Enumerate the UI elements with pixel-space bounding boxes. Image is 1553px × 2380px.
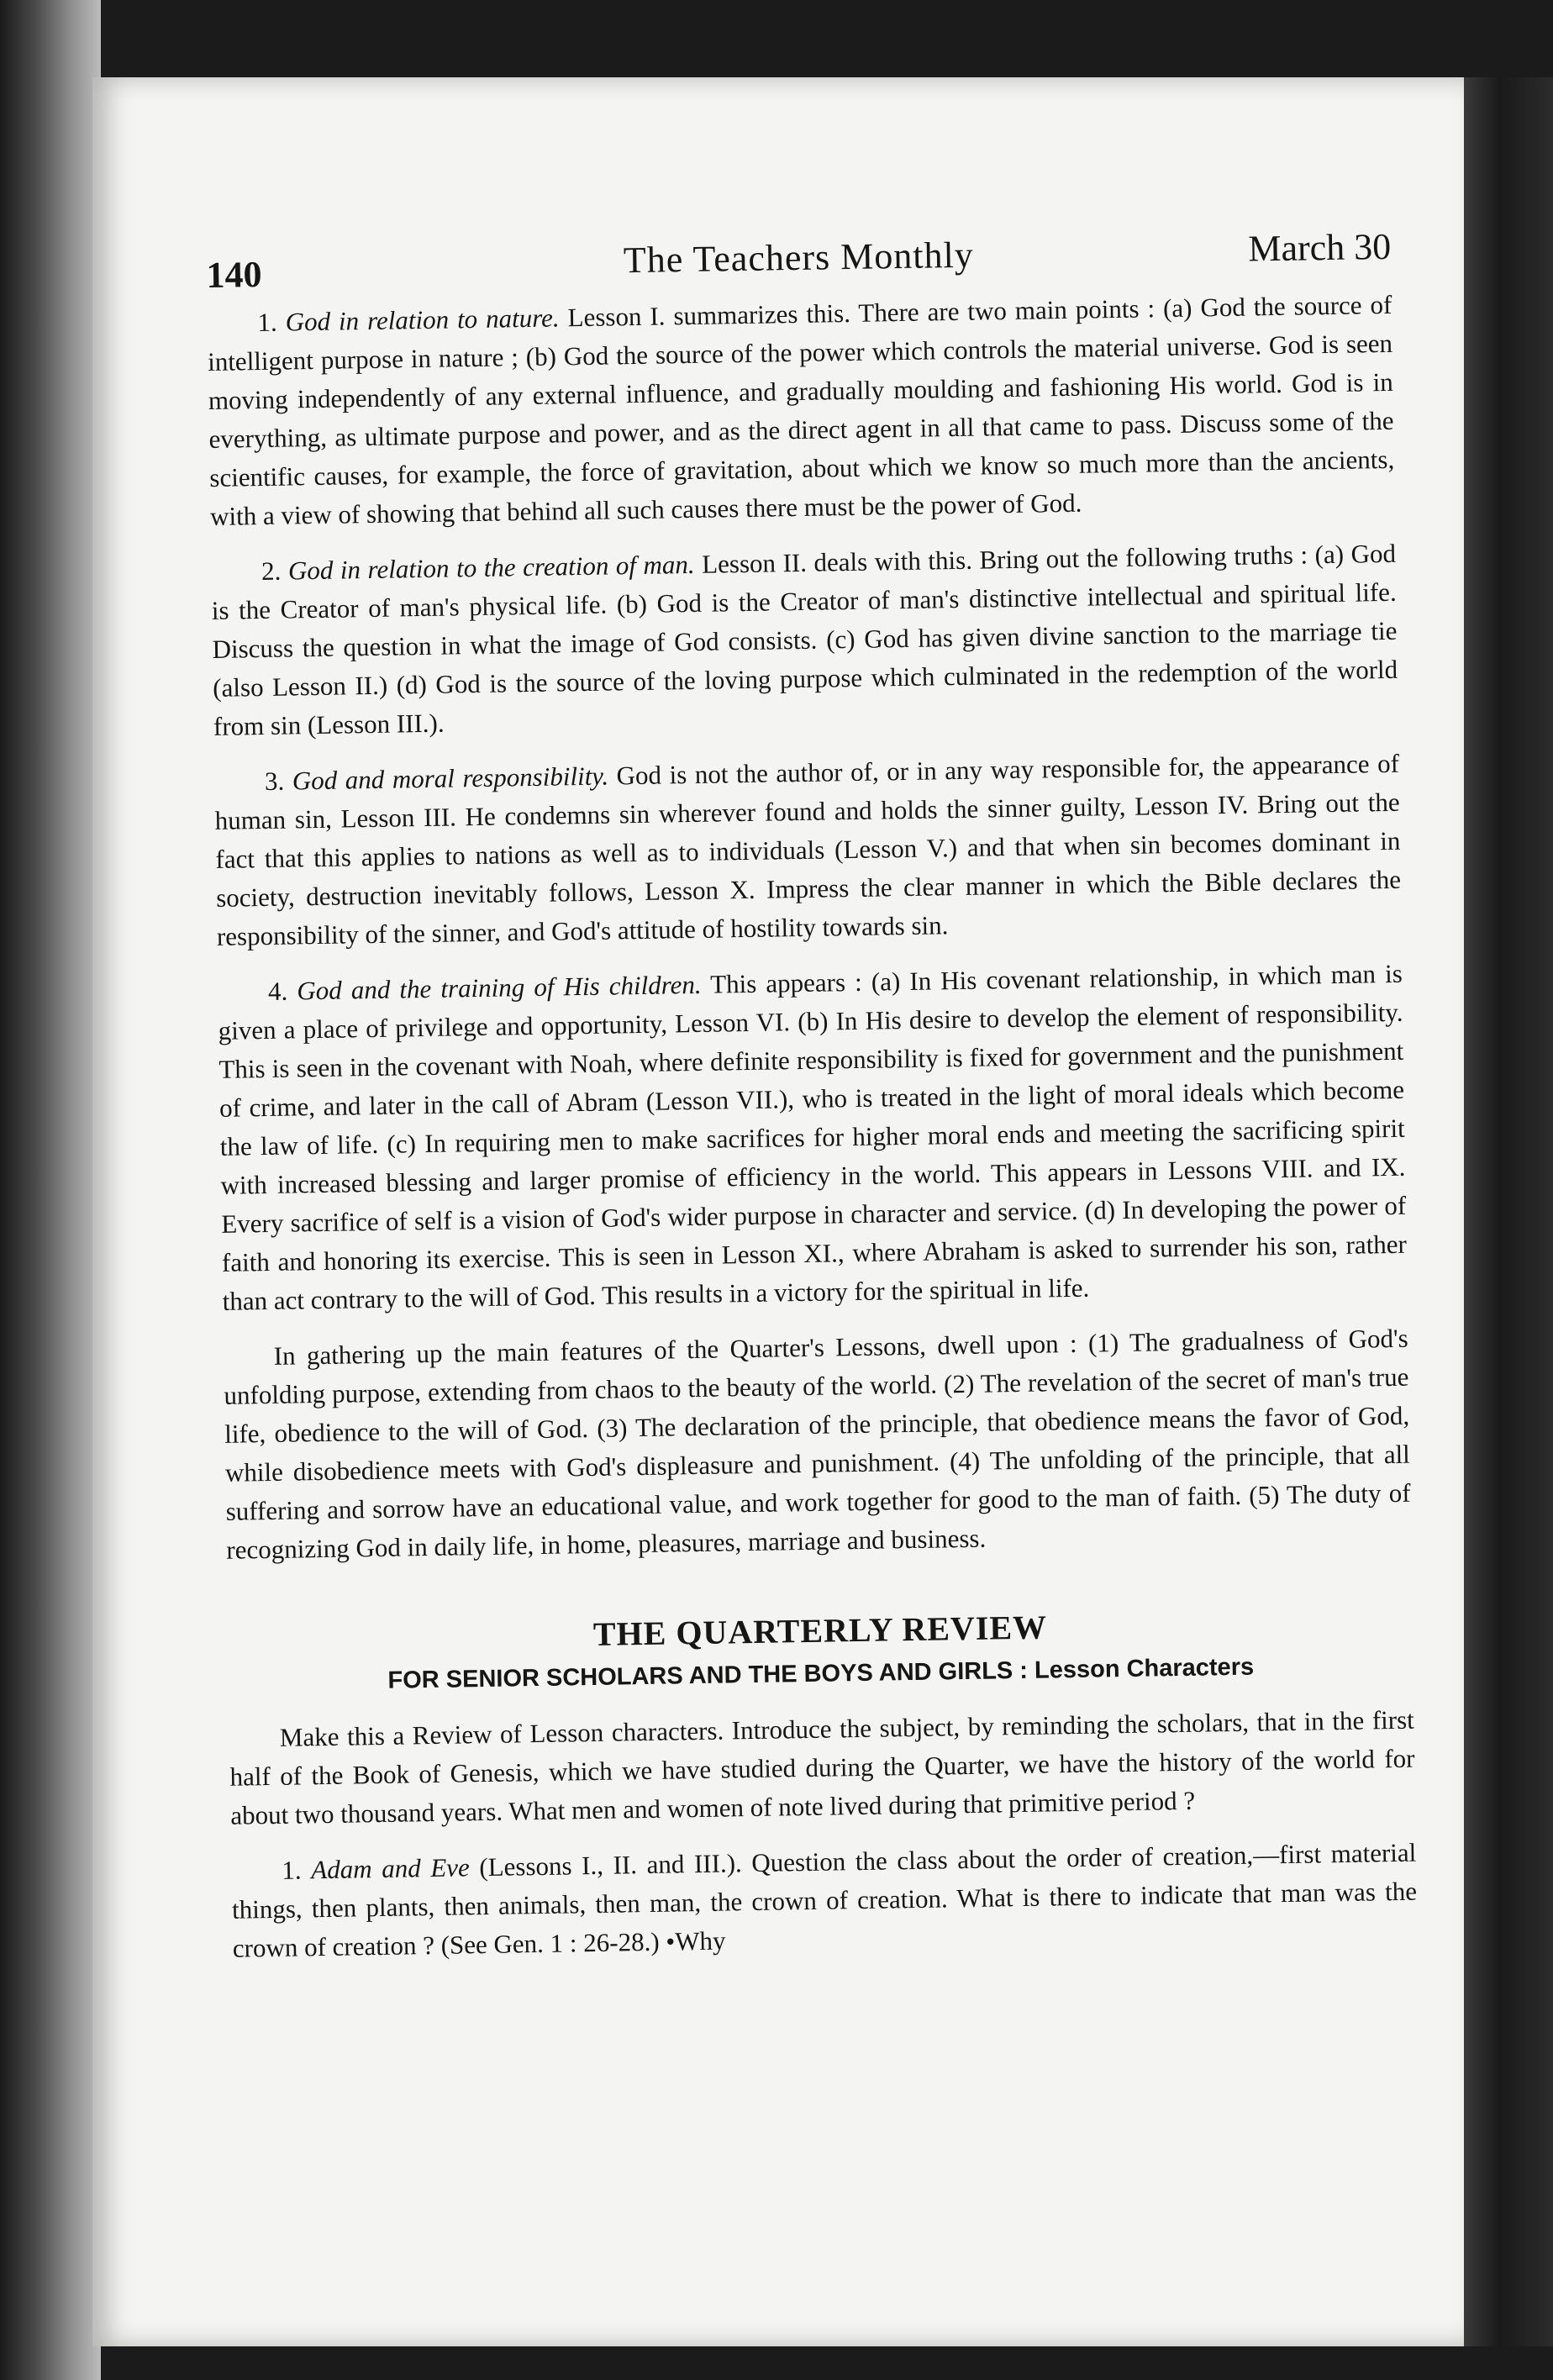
book-binding — [1464, 77, 1553, 2346]
section-title: THE QUARTERLY REVIEW — [592, 1608, 1048, 1653]
paragraph-1 — [207, 286, 1395, 536]
review-intro: Make this a Review of Lesson characters. Introduce the subject, by reminding the scholars, that in the first half of the Book of Genesis, which we have studied during the Quarter, we have the history of the world for about two thousand years. What men and women of note lived during that primitive period ? — [229, 1704, 1415, 1830]
paragraph-text: In gathering up the main features of the Quarter's Lessons, dwell upon : (1) The gradualness of God's unfolding purpose, extending from chaos to the beauty of the world. (2) The revelation of the secret of man's true life, obedience to the will of God. (3) The declaration of the principle, that obedience means the favor of God, while disobedience meets with God's displeasure and punishment. (4) The unfolding of the principle, that all suffering and sorrow have an educational value, and work together for good to the man of faith. (5) The duty of recognizing God in daily life, in home, pleasures, marriage and business. — [224, 1323, 1411, 1565]
page-number: 140 — [206, 253, 262, 296]
page-date: March 30 — [1247, 225, 1392, 270]
paragraph-2 — [211, 534, 1398, 746]
paragraph-text: Lesson II. deals with this. Bring out the following truths : (a) God is the Creator of man's physical life. (b) God is the Creator of man's distinctive intellectual and spiritual life. Discuss the question in what the image of God consists. (c) God has given divine sanction to the marriage tie (also Lesson II.) (d) God is the source of the loving purpose which culminated in the redemption of the world from sin (Lesson III.). — [211, 538, 1398, 741]
paragraph-number: 2. — [261, 556, 289, 587]
paragraph-heading: God in relation to the creation of man. — [287, 549, 695, 586]
journal-title: The Teachers Monthly — [623, 234, 975, 282]
paragraph-summary — [223, 1319, 1411, 1570]
item-number: 1. — [282, 1855, 312, 1885]
paragraph-number: 3. — [264, 766, 293, 796]
item-heading: Adam and Eve — [310, 1852, 471, 1885]
book-page — [92, 77, 1464, 2346]
paragraph-3 — [214, 745, 1402, 956]
paragraph-number: 1. — [257, 307, 286, 338]
paragraph-heading: God in relation to nature. — [285, 303, 560, 337]
book-left-edge — [0, 0, 101, 2380]
item-text: (Lessons I., II. and III.). Question the class about the order of creation,—first material things, then plants, then animals, then man, the crown of creation. What is there to indicate that man was the crown of creation ? (See Gen. 1 : 26-28.) •Why — [231, 1837, 1418, 1963]
paragraph-text: God is not the author of, or in any way responsible for, the appearance of human sin, Lesson III. He condemns sin wherever found and holds the sinner guilty, Lesson IV. Bring out the fact that this applies to nations as well as to individuals (Lesson V.) and that when sin becomes dominant in society, destruction inevitably follows, Lesson X. Impress the clear manner in which the Bible declares the responsibility of the sinner, and God's attitude of hostility towards sin. — [214, 748, 1402, 951]
paragraph-4 — [218, 955, 1408, 1321]
section-subtitle: FOR SENIOR SCHOLARS AND THE BOYS AND GIRLS : Lesson Characters — [387, 1653, 1255, 1694]
page-content — [206, 227, 1418, 1985]
paragraph-text: Lesson I. summarizes this. There are two main points : (a) God the source of intelligent purpose in nature ; (b) God the source of the power which controls the material universe. God is seen moving independently of any external influence, and gradually moulding and fashioning His world. God is in everything, as ultimate purpose and power, and as the direct agent in all that came to pass. Discuss some of the scientific causes, for example, the force of gravitation, about which we know so much more than the ancients, with a view of showing that behind all such causes there must be the power of God. — [207, 289, 1395, 531]
review-item-1 — [231, 1834, 1418, 1968]
paragraph-number: 4. — [267, 976, 297, 1006]
paragraph-heading: God and moral responsibility. — [292, 761, 609, 796]
paragraph-heading: God and the training of His children. — [297, 969, 702, 1006]
paragraph-text: This appears : (a) In His covenant relationship, in which man is given a place of privilege and opportunity, Lesson VI. (b) In His desire to develop the element of responsibility. This is seen in the covenant with Noah, where definite responsibility is fixed for government and the punishment of crime, and later in the call of Abram (Lesson VII.), who is treated in the light of moral ideals which become the law of life. (c) In requiring men to make sacrifices for higher moral ends and meeting the sacrificing spirit with increased blessing and larger promise of efficiency in the world. This appears in Lessons VIII. and IX. Every sacrifice of self is a vision of God's wider purpose in character and service. (d) In developing the power of faith and honoring its exercise. This is seen in Lesson XI., where Abraham is asked to surrender his son, rather than act contrary to the will of God. This results in a victory for the spiritual in life. — [218, 958, 1408, 1316]
